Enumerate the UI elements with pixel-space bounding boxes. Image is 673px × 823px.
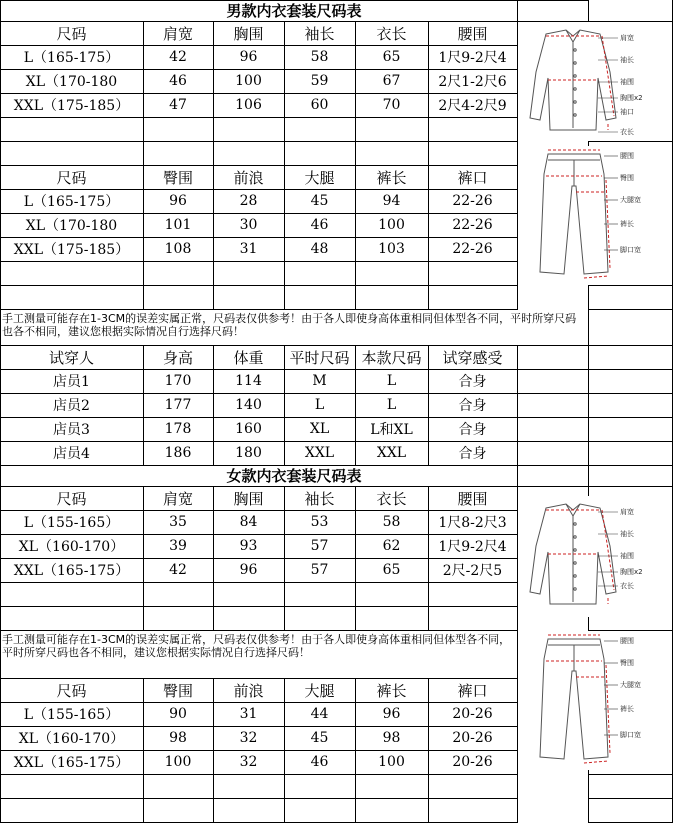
grid-line <box>0 285 518 286</box>
trial-value-cell: L <box>314 397 325 413</box>
trial-value-cell: 160 <box>235 421 262 437</box>
women-pants-label: 裤长 <box>620 705 634 713</box>
men-top-value-cell: 100 <box>235 73 262 89</box>
women-top-size-cell: XL（160-170） <box>18 539 125 555</box>
women-bottom-value-cell: 44 <box>310 706 329 722</box>
men-top-value-cell: 2尺4-2尺9 <box>438 98 507 114</box>
trial-value-cell: 180 <box>235 445 262 461</box>
women-bottom-value-cell: 45 <box>310 730 329 746</box>
grid-line <box>0 702 518 703</box>
grid-line <box>0 369 673 370</box>
men-pants-label: 大腿宽 <box>620 196 641 204</box>
trial-value-cell: 178 <box>164 421 192 437</box>
men-shirt-label: 胸围x2 <box>620 94 643 102</box>
trial-value-cell: L <box>386 373 397 389</box>
grid-line <box>517 345 518 465</box>
women-bottom-header-5: 裤口 <box>457 681 488 700</box>
trial-value-cell: L和XL <box>370 422 413 438</box>
women-top-size-cell: XXL（165-175） <box>13 563 130 579</box>
men-bottom-value-cell: 48 <box>310 241 329 257</box>
trial-value-cell: XXL <box>304 445 335 461</box>
women-bottom-value-cell: 46 <box>310 754 329 770</box>
women-top-header-1: 肩宽 <box>162 489 193 508</box>
grid-line <box>588 774 673 775</box>
women-pants-label: 大腿宽 <box>620 681 641 689</box>
men-top-value-cell: 70 <box>382 97 401 113</box>
men-pants-diagram-area <box>518 146 672 285</box>
men-top-size-cell: L（165-175） <box>23 50 120 66</box>
trial-value-cell: 合身 <box>458 422 487 438</box>
men-bottom-value-cell: 108 <box>164 241 192 257</box>
women-bottom-header-3: 大腿 <box>304 681 335 700</box>
grid-line <box>0 69 518 70</box>
men-bottom-header-0: 尺码 <box>56 168 87 187</box>
men-top-value-cell: 46 <box>169 73 187 89</box>
women-top-header-2: 胸围 <box>233 489 264 508</box>
grid-line <box>213 21 214 309</box>
men-top-value-cell: 42 <box>169 49 187 65</box>
grid-line <box>0 93 518 94</box>
men-bottom-header-4: 裤长 <box>376 168 407 187</box>
women-shirt-label: 胸围x2 <box>620 568 643 576</box>
trial-value-cell: 186 <box>164 445 192 461</box>
grid-line <box>0 465 673 466</box>
men-bottom-value-cell: 22-26 <box>452 241 493 257</box>
grid-line <box>355 486 356 630</box>
men-shirt-label: 衣长 <box>620 128 634 136</box>
women-shirt-diagram-area <box>518 496 672 617</box>
trial-person-cell: 店员1 <box>53 374 90 390</box>
grid-line <box>0 726 518 727</box>
grid-line <box>284 486 285 630</box>
men-bottom-value-cell: 31 <box>239 241 258 257</box>
men-chart-title: 男款内衣套装尺码表 <box>226 2 362 20</box>
grid-line <box>0 165 518 166</box>
men-top-size-cell: XXL（175-185） <box>13 98 130 114</box>
grid-line <box>213 678 214 823</box>
trial-value-cell: 合身 <box>458 446 487 462</box>
grid-line <box>0 21 518 22</box>
men-top-value-cell: 106 <box>235 97 262 113</box>
grid-line <box>0 117 518 118</box>
men-top-value-cell: 96 <box>239 49 258 65</box>
grid-line <box>213 345 214 465</box>
grid-line <box>284 21 285 309</box>
men-shirt-label: 袖长 <box>620 56 634 64</box>
trial-value-cell: XXL <box>376 445 407 461</box>
men-pants-label: 腰围 <box>620 152 634 160</box>
grid-line <box>284 345 285 465</box>
women-top-header-5: 腰围 <box>457 489 488 508</box>
grid-line <box>355 345 356 465</box>
grid-line <box>0 213 518 214</box>
grid-line <box>517 21 518 309</box>
men-shirt-label: 肩宽 <box>620 34 634 42</box>
men-top-header-3: 袖长 <box>304 24 335 43</box>
men-bottom-value-cell: 22-26 <box>452 217 493 233</box>
grid-line <box>0 510 518 511</box>
men-bottom-value-cell: 30 <box>239 217 258 233</box>
women-shirt-label: 袖长 <box>620 530 634 538</box>
women-bottom-value-cell: 31 <box>239 706 258 722</box>
men-top-value-cell: 2尺1-2尺6 <box>438 74 507 90</box>
women-top-value-cell: 58 <box>382 514 401 530</box>
women-bottom-value-cell: 100 <box>378 754 405 770</box>
women-bottom-value-cell: 90 <box>169 706 187 722</box>
grid-line <box>143 21 144 309</box>
grid-line <box>588 486 673 487</box>
women-pants-label: 腰围 <box>620 637 634 645</box>
women-bottom-header-4: 裤长 <box>376 681 407 700</box>
men-bottom-header-1: 臀围 <box>162 168 193 187</box>
grid-line <box>0 261 518 262</box>
men-bottom-value-cell: 94 <box>382 193 401 209</box>
grid-line <box>588 798 673 799</box>
trial-person-cell: 店员2 <box>53 398 90 414</box>
men-top-value-cell: 58 <box>310 49 329 65</box>
women-pants-diagram <box>518 631 673 771</box>
men-top-header-0: 尺码 <box>56 24 87 43</box>
women-bottom-value-cell: 98 <box>382 730 401 746</box>
women-bottom-value-cell: 20-26 <box>452 754 493 770</box>
trial-value-cell: M <box>312 373 327 389</box>
women-pants-label: 脚口宽 <box>620 731 641 739</box>
women-top-value-cell: 39 <box>169 538 187 554</box>
men-bottom-value-cell: 46 <box>310 217 329 233</box>
grid-line <box>355 678 356 823</box>
women-bottom-value-cell: 98 <box>169 730 187 746</box>
men-top-size-cell: XL（170-180 <box>25 74 118 90</box>
men-bottom-value-cell: 96 <box>169 193 187 209</box>
grid-line <box>0 237 518 238</box>
women-top-header-3: 袖长 <box>304 489 335 508</box>
men-bottom-value-cell: 103 <box>378 241 405 257</box>
grid-line <box>0 0 1 823</box>
women-top-header-4: 衣长 <box>376 489 407 508</box>
women-top-value-cell: 93 <box>239 538 258 554</box>
women-shirt-label: 衣长 <box>620 582 634 590</box>
women-top-value-cell: 1尺8-2尺3 <box>438 515 507 531</box>
women-bottom-size-cell: L（155-165） <box>23 707 120 723</box>
women-shirt-label: 袖围 <box>620 552 634 560</box>
grid-line <box>0 486 518 487</box>
women-top-value-cell: 2尺-2尺5 <box>442 563 503 579</box>
grid-line <box>0 630 518 631</box>
women-measure-note: 手工测量可能存在1-3CM的误差实属正常，尺码表仅供参考！由于各人即使身高体重相同但体型各不同，平时所穿尺码也各不相同，建议您根据实际情况自行选择尺码！ <box>2 633 511 659</box>
men-top-value-cell: 1尺9-2尺4 <box>438 50 507 66</box>
men-top-header-2: 胸围 <box>233 24 264 43</box>
trial-value-cell: 合身 <box>458 374 487 390</box>
women-bottom-size-cell: XL（160-170） <box>18 731 125 747</box>
grid-line <box>355 21 356 309</box>
men-bottom-value-cell: 101 <box>164 217 192 233</box>
men-pants-label: 脚口宽 <box>620 246 641 254</box>
grid-line <box>0 0 589 1</box>
women-bottom-value-cell: 96 <box>382 706 401 722</box>
trial-value-cell: 177 <box>164 397 192 413</box>
women-bottom-size-cell: XXL（165-175） <box>13 755 130 771</box>
men-top-header-4: 衣长 <box>376 24 407 43</box>
grid-line <box>0 141 518 142</box>
men-shirt-label: 袖围 <box>620 78 634 86</box>
grid-line <box>0 189 518 190</box>
trial-person-cell: 店员4 <box>53 446 90 462</box>
grid-line <box>0 582 518 583</box>
trial-person-cell: 店员3 <box>53 422 90 438</box>
women-top-size-cell: L（155-165） <box>23 515 120 531</box>
women-top-header-0: 尺码 <box>56 489 87 508</box>
women-bottom-value-cell: 100 <box>164 754 192 770</box>
trial-header-0: 试穿人 <box>48 348 94 367</box>
men-bottom-header-2: 前浪 <box>233 168 264 187</box>
women-pants-label: 臀围 <box>620 659 634 667</box>
grid-line <box>0 606 518 607</box>
grid-line <box>0 393 673 394</box>
trial-value-cell: XL <box>309 421 330 437</box>
women-top-value-cell: 35 <box>169 514 187 530</box>
grid-line <box>0 345 673 346</box>
trial-header-2: 体重 <box>233 348 264 367</box>
women-top-value-cell: 1尺9-2尺4 <box>438 539 507 555</box>
trial-value-cell: 114 <box>235 373 262 389</box>
men-measure-note: 手工测量可能存在1-3CM的误差实属正常，尺码表仅供参考！由于各人即使身高体重相同但体型各不同，平时所穿尺码也各不相同，建议您根据实际情况自行选择尺码！ <box>2 312 577 338</box>
grid-line <box>428 486 429 630</box>
men-bottom-header-3: 大腿 <box>304 168 335 187</box>
men-shirt-diagram-area <box>518 22 672 141</box>
women-top-value-cell: 42 <box>169 562 187 578</box>
men-top-value-cell: 59 <box>310 73 329 89</box>
trial-value-cell: 合身 <box>458 398 487 414</box>
grid-line <box>143 678 144 823</box>
women-shirt-diagram <box>518 496 673 618</box>
men-shirt-label: 袖口 <box>620 108 634 116</box>
women-bottom-value-cell: 20-26 <box>452 730 493 746</box>
grid-line <box>428 678 429 823</box>
grid-line <box>428 21 429 309</box>
trial-header-4: 本款尺码 <box>361 348 422 367</box>
men-bottom-size-cell: XXL（175-185） <box>13 242 130 258</box>
men-shirt-diagram <box>518 22 673 142</box>
women-bottom-header-2: 前浪 <box>233 681 264 700</box>
men-top-value-cell: 47 <box>169 97 187 113</box>
men-top-header-5: 腰围 <box>457 24 488 43</box>
men-bottom-size-cell: XL（170-180 <box>25 218 118 234</box>
trial-header-1: 身高 <box>162 348 193 367</box>
women-top-value-cell: 57 <box>310 538 329 554</box>
grid-line <box>428 345 429 465</box>
grid-line <box>517 486 518 823</box>
trial-header-3: 平时尺码 <box>289 348 350 367</box>
grid-line <box>0 441 673 442</box>
men-top-header-1: 肩宽 <box>162 24 193 43</box>
grid-line <box>284 678 285 823</box>
trial-value-cell: L <box>386 397 397 413</box>
grid-line <box>143 345 144 465</box>
women-shirt-label: 肩宽 <box>620 508 634 516</box>
men-top-value-cell: 67 <box>382 73 401 89</box>
grid-line <box>0 558 518 559</box>
men-bottom-value-cell: 28 <box>239 193 258 209</box>
trial-value-cell: 170 <box>164 373 192 389</box>
grid-line <box>0 798 518 799</box>
grid-line <box>588 309 673 310</box>
women-top-value-cell: 57 <box>310 562 329 578</box>
women-bottom-value-cell: 32 <box>239 730 258 746</box>
men-pants-diagram <box>518 146 673 286</box>
grid-line <box>0 534 518 535</box>
grid-line <box>0 309 518 310</box>
men-bottom-size-cell: L（165-175） <box>23 194 120 210</box>
women-top-value-cell: 62 <box>382 538 401 554</box>
women-chart-title: 女款内衣套装尺码表 <box>226 467 362 485</box>
trial-value-cell: 140 <box>235 397 262 413</box>
grid-line <box>0 678 518 679</box>
women-top-value-cell: 65 <box>382 562 401 578</box>
men-top-value-cell: 65 <box>382 49 401 65</box>
grid-line <box>0 774 518 775</box>
men-top-value-cell: 60 <box>310 97 329 113</box>
women-top-value-cell: 53 <box>310 514 329 530</box>
men-bottom-header-5: 裤口 <box>457 168 488 187</box>
men-pants-label: 臀围 <box>620 174 634 182</box>
women-bottom-header-1: 臀围 <box>162 681 193 700</box>
grid-line <box>213 486 214 630</box>
women-pants-diagram-area <box>518 631 672 770</box>
women-bottom-header-0: 尺码 <box>56 681 87 700</box>
grid-line <box>0 45 518 46</box>
women-bottom-value-cell: 20-26 <box>452 706 493 722</box>
men-pants-label: 裤长 <box>620 220 634 228</box>
trial-header-5: 试穿感受 <box>442 348 503 367</box>
men-bottom-value-cell: 100 <box>378 217 405 233</box>
men-bottom-value-cell: 22-26 <box>452 193 493 209</box>
men-bottom-value-cell: 45 <box>310 193 329 209</box>
women-top-value-cell: 84 <box>239 514 258 530</box>
women-bottom-value-cell: 32 <box>239 754 258 770</box>
women-top-value-cell: 96 <box>239 562 258 578</box>
grid-line <box>143 486 144 630</box>
grid-line <box>0 417 673 418</box>
grid-line <box>0 750 518 751</box>
